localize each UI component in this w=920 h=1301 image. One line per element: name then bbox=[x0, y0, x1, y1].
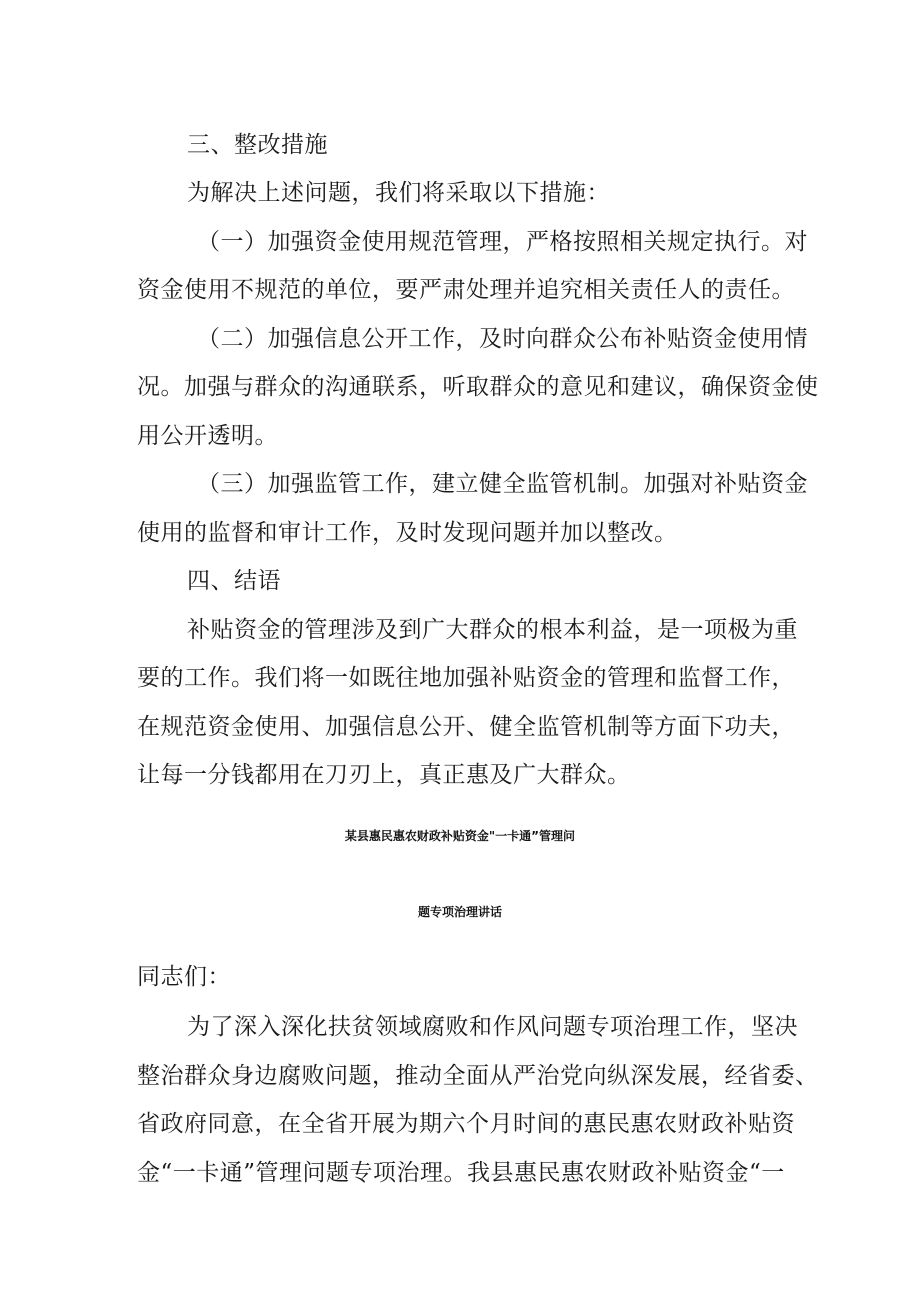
measure-3-line-1: （三）加强监管工作，建立健全监管机制。加强对补贴资金 bbox=[197, 471, 808, 497]
speech-paragraph-line-4: 金“一卡通”管理问题专项治理。我县惠民惠农财政补贴资金“一 bbox=[137, 1160, 785, 1186]
speech-paragraph-line-3: 省政府同意，在全省开展为期六个月时间的惠民惠农财政补贴资 bbox=[137, 1111, 795, 1137]
paragraph-intro: 为解决上述问题，我们将采取以下措施： bbox=[187, 180, 610, 206]
measure-1-line-2: 资金使用不规范的单位，要严肃处理并追究相关责任人的责任。 bbox=[137, 277, 795, 303]
measure-2-line-3: 用公开透明。 bbox=[137, 423, 278, 449]
speech-paragraph-line-1: 为了深入深化扶贫领域腐败和作风问题专项治理工作，坚决 bbox=[187, 1014, 798, 1040]
measure-2-line-2: 况。加强与群众的沟通联系，听取群众的意见和建议，确保资金使 bbox=[137, 374, 819, 400]
conclusion-line-2: 要的工作。我们将一如既往地加强补贴资金的管理和监督工作， bbox=[137, 665, 795, 691]
section-heading-conclusion: 四、结语 bbox=[187, 568, 281, 594]
section-heading-rectification: 三、整改措施 bbox=[187, 132, 328, 158]
speech-title-line-2: 题专项治理讲话 bbox=[417, 905, 502, 919]
speech-paragraph-line-2: 整治群众身边腐败问题，推动全面从严治党向纵深发展，经省委、 bbox=[137, 1063, 819, 1089]
conclusion-line-3: 在规范资金使用、加强信息公开、健全监管机制等方面下功夫， bbox=[137, 714, 795, 740]
measure-3-line-2: 使用的监督和审计工作，及时发现问题并加以整改。 bbox=[137, 520, 678, 546]
salutation: 同志们： bbox=[137, 964, 231, 990]
speech-title-line-1: 某县惠民惠农财政补贴资金"一卡通”管理问 bbox=[344, 829, 576, 843]
measure-1-line-1: （一）加强资金使用规范管理，严格按照相关规定执行。对 bbox=[197, 229, 808, 255]
measure-2-line-1: （二）加强信息公开工作，及时向群众公布补贴资金使用情 bbox=[197, 326, 808, 352]
conclusion-line-4: 让每一分钱都用在刀刃上，真正惠及广大群众。 bbox=[137, 762, 631, 788]
conclusion-line-1: 补贴资金的管理涉及到广大群众的根本利益，是一项极为重 bbox=[187, 617, 798, 643]
